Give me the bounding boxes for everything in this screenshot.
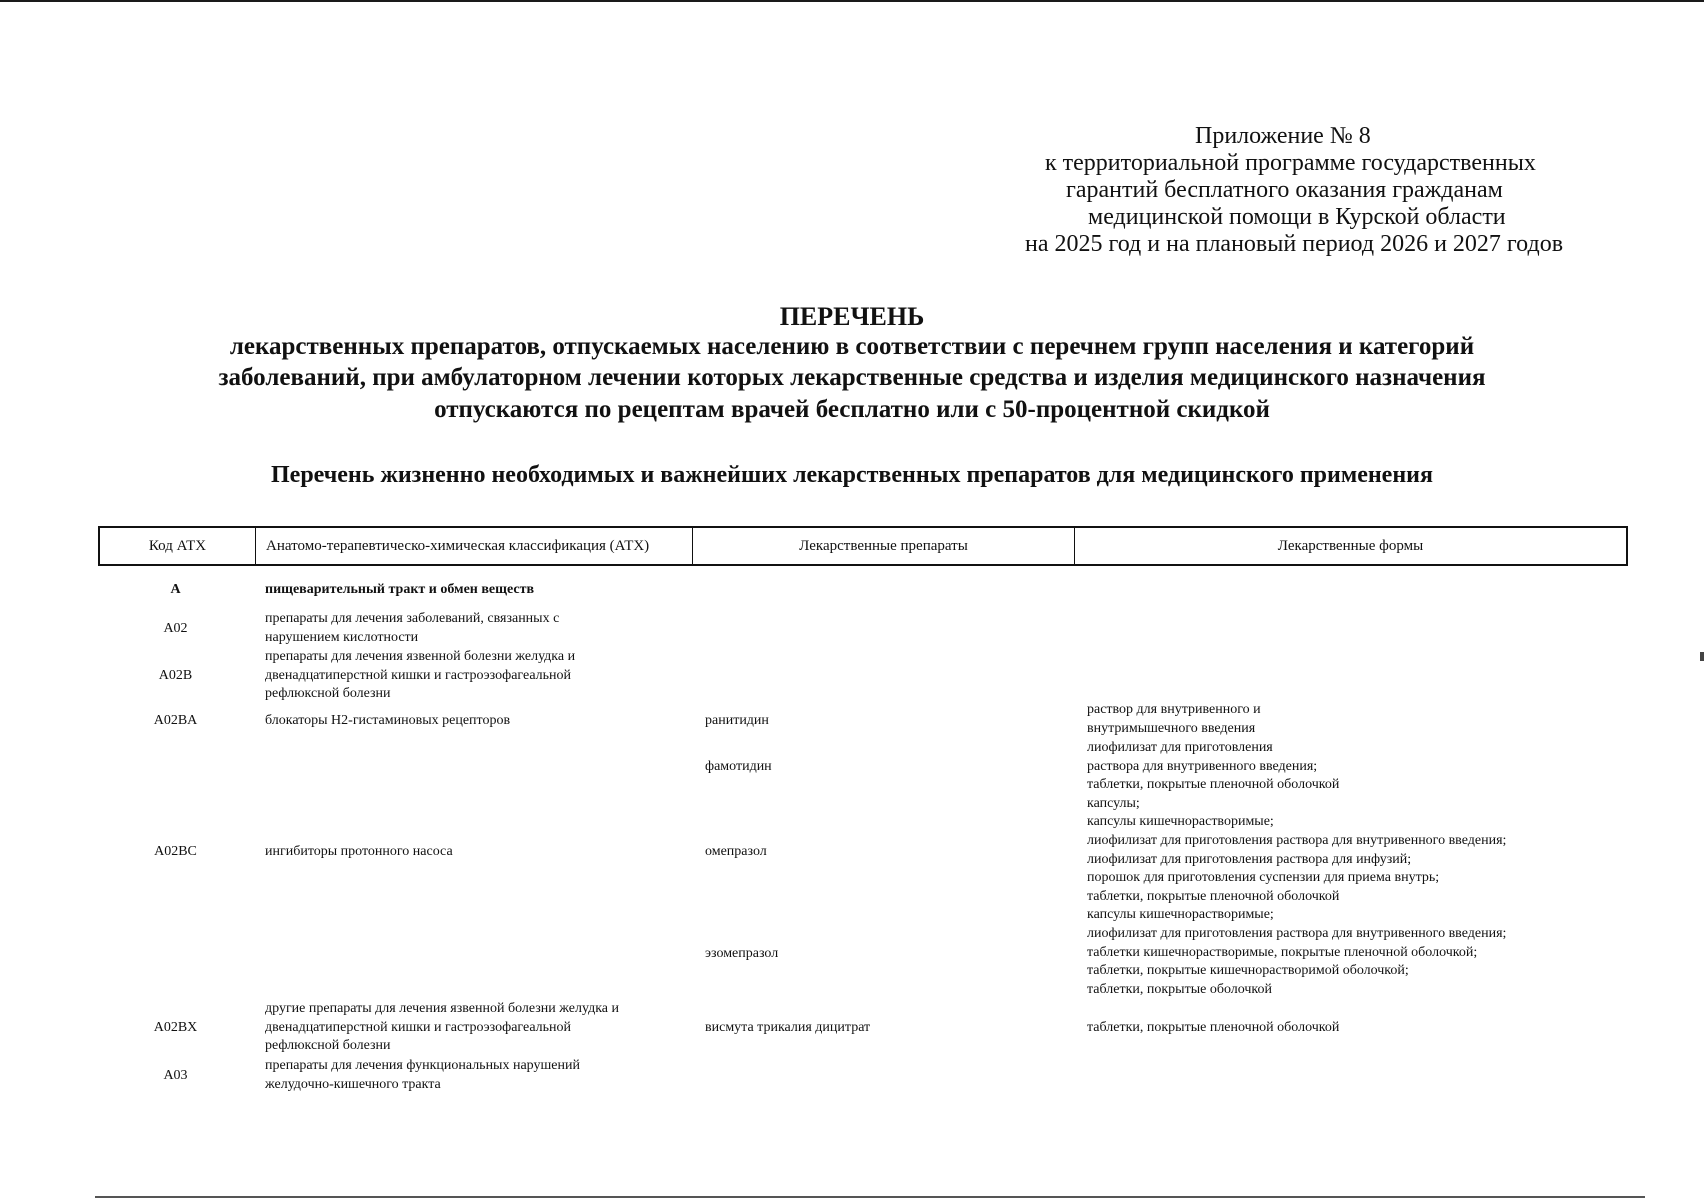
drug-form: раствор для внутривенного и [1087, 702, 1261, 717]
atc-class-text: желудочно-кишечного тракта [265, 1077, 441, 1092]
drug-name: висмута трикалия дицитрат [705, 1020, 871, 1035]
atc-code: A02BA [153, 713, 198, 728]
section-subtitle: Перечень жизненно необходимых и важнейших лекарственных препаратов для медицинского применения [271, 462, 1433, 488]
drug-name: ранитидин [705, 713, 769, 728]
drug-form: капсулы кишечнорастворимые; [1087, 907, 1274, 922]
drug-form: таблетки кишечнорастворимые, покрытые пленочной оболочкой; [1087, 945, 1478, 960]
scan-edge-mark [1700, 652, 1704, 661]
annex-number: Приложение № 8 [1195, 123, 1371, 149]
table-header [98, 526, 1628, 566]
drug-form: таблетки, покрытые пленочной оболочкой [1087, 889, 1340, 904]
atc-class-text: рефлюксной болезни [265, 686, 391, 701]
drug-form: капсулы кишечнорастворимые; [1087, 814, 1274, 829]
atc-class-text: двенадцатиперстной кишки и гастроэзофагеальной [265, 668, 572, 683]
annex-header [1000, 123, 1660, 258]
drug-form: таблетки, покрытые пленочной оболочкой [1087, 1020, 1340, 1035]
drug-form: таблетки, покрытые оболочкой [1087, 982, 1273, 997]
drug-form: внутримышечного введения [1087, 721, 1256, 736]
drug-form: лиофилизат для приготовления раствора для внутривенного введения; [1087, 833, 1507, 848]
header-atc-classification: Анатомо-терапевтическо-химическая классификация (АТХ) [255, 528, 692, 564]
drug-form: лиофилизат для приготовления раствора для инфузий; [1087, 852, 1412, 867]
annex-line: на 2025 год и на плановый период 2026 и 2027 годов [1025, 231, 1564, 257]
atc-class-text: ингибиторы протонного насоса [265, 844, 453, 859]
drug-name: эзомепразол [705, 946, 779, 961]
annex-line: гарантий бесплатного оказания гражданам [1066, 177, 1503, 203]
atc-class-text: рефлюксной болезни [265, 1038, 391, 1053]
header-atc-code: Код АТХ [148, 537, 207, 554]
atc-code: A02BC [154, 844, 197, 859]
drug-name: омепразол [705, 844, 767, 859]
atc-class-text: пищеварительный тракт и обмен веществ [265, 582, 535, 597]
atc-class-text: препараты для лечения заболеваний, связанных с [265, 611, 560, 626]
atc-class-text: нарушением кислотности [265, 630, 419, 645]
header-forms: Лекарственные формы [1074, 528, 1626, 564]
drug-form: лиофилизат для приготовления [1087, 740, 1273, 755]
drug-form: капсулы; [1087, 796, 1140, 811]
atc-class-text: блокаторы H2-гистаминовых рецепторов [265, 713, 511, 728]
document-title-line: лекарственных препаратов, отпускаемых населению в соответствии с перечнем групп населения и категорий [229, 333, 1475, 360]
document-title: ПЕРЕЧЕНЬ [779, 302, 925, 331]
atc-class-text: двенадцатиперстной кишки и гастроэзофагеальной [265, 1020, 572, 1035]
annex-line: медицинской помощи в Курской области [1088, 204, 1506, 230]
drug-name: фамотидин [705, 759, 772, 774]
drug-form: раствора для внутривенного введения; [1087, 759, 1318, 774]
atc-code: A [170, 582, 181, 597]
atc-code: A02BX [153, 1020, 198, 1035]
scan-bottom-edge [95, 1196, 1645, 1198]
drug-form: таблетки, покрытые кишечнорастворимой оболочкой; [1087, 963, 1409, 978]
drug-form: порошок для приготовления суспензии для приема внутрь; [1087, 870, 1440, 885]
atc-class-text: другие препараты для лечения язвенной болезни желудка и [265, 1001, 619, 1016]
atc-class-text: препараты для лечения язвенной болезни желудка и [265, 649, 576, 664]
header-drugs: Лекарственные препараты [692, 528, 1074, 564]
atc-code: A02 [163, 621, 188, 636]
annex-line: к территориальной программе государственных [1045, 150, 1536, 176]
drug-form: лиофилизат для приготовления раствора для внутривенного введения; [1087, 926, 1507, 941]
document-title-line: заболеваний, при амбулаторном лечении которых лекарственные средства и изделия медицинского назначения [218, 364, 1486, 391]
atc-code: A02B [158, 668, 193, 683]
drug-form: таблетки, покрытые пленочной оболочкой [1087, 777, 1340, 792]
document-title-line: отпускаются по рецептам врачей бесплатно или с 50-процентной скидкой [434, 396, 1270, 423]
atc-code: A03 [163, 1068, 188, 1083]
atc-class-text: препараты для лечения функциональных нарушений [265, 1058, 580, 1073]
scan-top-edge [0, 0, 1704, 2]
